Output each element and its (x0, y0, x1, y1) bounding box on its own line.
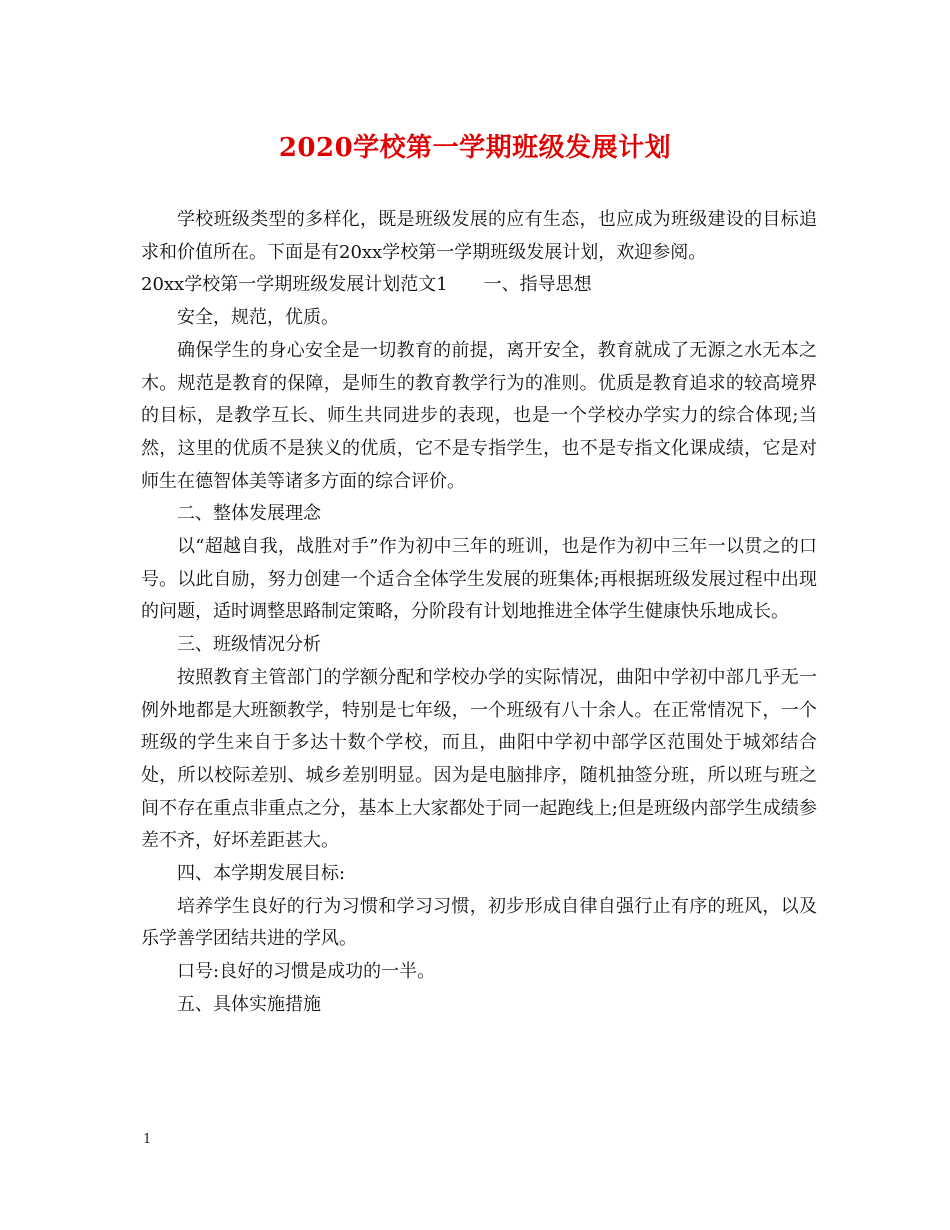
document-title: 2020学校第一学期班级发展计划 (278, 133, 672, 163)
section1-body: 确保学生的身心安全是一切教育的前提，离开安全，教育就成了无源之水无本之木。规范是教育的保障，是师生的教育教学行为的准则。优质是教育追求的较高境界的目标，是教学互长、师生共同进步的表现，也是一个学校办学实力的综合体现;当然，这里的优质不是狭义的优质，它不是专指学生，也不是专指文化课成绩，它是对师生在德智体美等诸多方面的综合评价。 (141, 339, 817, 492)
section3-body: 按照教育主管部门的学额分配和学校办学的实际情况，曲阳中学初中部几乎无一例外地都是大班额教学，特别是七年级，一个班级有八十余人。在正常情况下，一个班级的学生来自于多达十数个学校，而且，曲阳中学初中部学区范围处于城郊结合处，所以校际差别、城乡差别明显。因为是电脑排序，随机抽签分班，所以班与班之间不存在重点非重点之分，基本上大家都处于同一起跑线上;但是班级内部学生成绩参差不齐，好坏差距甚大。 (141, 666, 817, 852)
section4-heading: 四、本学期发展目标: (177, 863, 346, 885)
section2-body: 以“超越自我，战胜对手”作为初中三年的班训，也是作为初中三年一以贯之的口号。以此自励，努力创建一个适合全体学生发展的班集体;再根据班级发展过程中出现的问题，适时调整思路制定策略，分阶段有计划地推进全体学生健康快乐地成长。 (141, 536, 817, 623)
section3-heading: 三、班级情况分析 (177, 634, 321, 656)
section1-heading: 一、指导思想 (483, 274, 592, 296)
page-number: 1 (143, 1132, 152, 1147)
section4-body: 培养学生良好的行为习惯和学习习惯，初步形成自律自强行止有序的班风，以及乐学善学团结共进的学风。 (141, 895, 817, 950)
document-body (141, 204, 817, 1022)
section4-slogan: 口号:良好的习惯是成功的一半。 (177, 961, 436, 983)
section2-heading: 二、整体发展理念 (177, 503, 321, 525)
section1-motto: 安全，规范，优质。 (177, 307, 339, 329)
section5-heading: 五、具体实施措施 (177, 993, 321, 1015)
subtitle-text: 20xx学校第一学期班级发展计划范文1 (141, 274, 448, 296)
intro-paragraph: 学校班级类型的多样化，既是班级发展的应有生态，也应成为班级建设的目标追求和价值所在。下面是有20xx学校第一学期班级发展计划，欢迎参阅。 (141, 209, 817, 263)
subtitle-line (141, 269, 817, 302)
